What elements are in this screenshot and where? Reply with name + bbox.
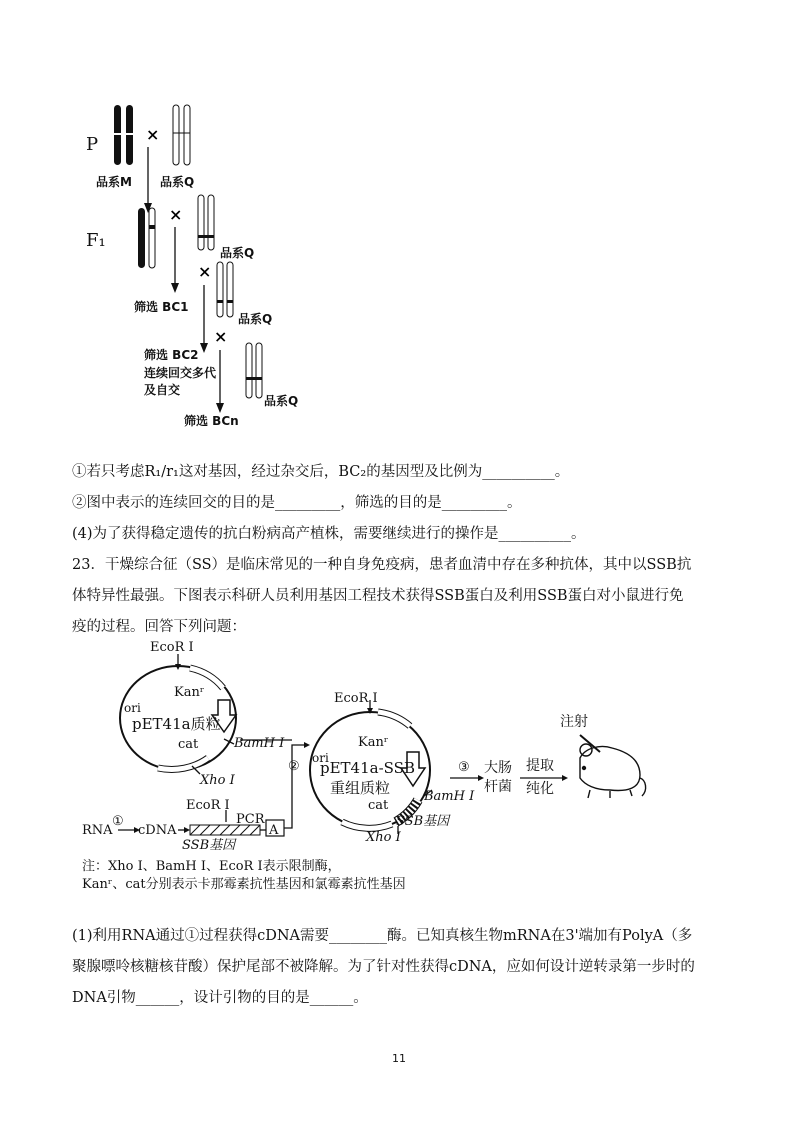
ecori-label-3: EcoR Ⅰ bbox=[334, 691, 378, 706]
plasmid2-line2: 重组质粒 bbox=[330, 779, 391, 797]
q23-line3: 疫的过程。回答下列问题： bbox=[72, 619, 246, 635]
plasmid1-label: pET41a质粒 bbox=[132, 715, 221, 733]
q23-1-line3: DNA引物______，设计引物的目的是______。 bbox=[72, 990, 368, 1006]
generation-p-label: P bbox=[86, 134, 99, 155]
diagram-note-1: 注：Xho Ⅰ、BamH Ⅰ、EcoR Ⅰ表示限制酶， bbox=[82, 859, 341, 874]
cross-sign: × bbox=[146, 125, 160, 144]
ssb-gene-label-1: SSB基因 bbox=[182, 838, 236, 853]
ori-label-2: ori bbox=[312, 751, 329, 765]
svg-text:×: × bbox=[198, 262, 212, 281]
bc2-note-1: 连续回交多代 bbox=[144, 366, 217, 380]
bcn-label: 筛选 BCn bbox=[184, 414, 239, 428]
page-number: 11 bbox=[392, 1052, 406, 1065]
backcross-diagram bbox=[80, 95, 420, 440]
q22-line3: (4)为了获得稳定遗传的抗白粉病高产植株，需要继续进行的操作是__________。 bbox=[72, 526, 586, 542]
q23-line2: 体特异性最强。下图表示科研人员利用基因工程技术获得SSB蛋白及利用SSB蛋白对小鼠进行免 bbox=[72, 588, 684, 604]
extract-label: 提取 bbox=[526, 758, 554, 774]
q23-1-line2: 聚腺嘌呤核糖核苷酸）保护尾部不被降解。为了针对性获得cDNA，应如何设计逆转录第一步时的 bbox=[72, 959, 695, 975]
rna-label: RNA bbox=[82, 823, 113, 838]
ori-label-1: ori bbox=[124, 701, 141, 715]
cat-label-2: cat bbox=[368, 798, 389, 813]
line-q-label: 品系Q bbox=[160, 175, 195, 189]
svg-text:×: × bbox=[214, 327, 228, 346]
bc1-label: 筛选 BC1 bbox=[134, 300, 189, 314]
xhoi-label-1: Xho Ⅰ bbox=[200, 773, 235, 788]
step2-label: ② bbox=[288, 759, 300, 774]
box-a-label: A bbox=[269, 823, 279, 838]
mouse-illustration bbox=[580, 735, 646, 798]
line-m-label: 品系M bbox=[96, 175, 132, 189]
bc2-label: 筛选 BC2 bbox=[144, 348, 199, 362]
bc2-note-2: 及自交 bbox=[144, 383, 181, 397]
purify-label: 纯化 bbox=[526, 781, 554, 797]
line-q-label-3: 品系Q bbox=[238, 312, 273, 326]
line-q-label-4: 品系Q bbox=[264, 394, 299, 408]
q23-line1: 23．干燥综合征（SS）是临床常见的一种自身免疫病，患者血清中存在多种抗体，其中以SSB抗 bbox=[72, 557, 692, 573]
ecoli-label-1: 大肠 bbox=[484, 760, 512, 776]
plasmid2-line1: pET41a-SSB bbox=[320, 759, 415, 777]
ecoli-label-2: 杆菌 bbox=[484, 779, 512, 795]
chromosome-pair-f1 bbox=[138, 208, 155, 268]
ecori-label-1: EcoR Ⅰ bbox=[150, 640, 194, 655]
step1-label: ① bbox=[112, 814, 124, 829]
kan-label-1: Kanʳ bbox=[174, 685, 205, 700]
bamhi-label-1: BamH Ⅰ bbox=[234, 736, 285, 751]
kan-label-2: Kanʳ bbox=[358, 735, 389, 750]
cat-label-1: cat bbox=[178, 737, 199, 752]
line-q-label-2: 品系Q bbox=[220, 246, 255, 260]
q22-line2: ②图中表示的连续回交的目的是_________，筛选的目的是_________。 bbox=[72, 495, 522, 511]
chromosome-pair-m bbox=[113, 105, 134, 165]
q22-line1: ①若只考虑R₁/r₁这对基因，经过杂交后，BC₂的基因型及比例为__________。 bbox=[72, 464, 570, 480]
q23-1-line1: (1)利用RNA通过①过程获得cDNA需要________酶。已知真核生物mRNA在3'端加有PolyA（多 bbox=[72, 928, 693, 944]
inject-label: 注射 bbox=[560, 714, 588, 730]
generation-f1-label: F₁ bbox=[86, 230, 106, 251]
diagram-note-2: Kanʳ、cat分别表示卡那霉素抗性基因和氯霉素抗性基因 bbox=[82, 877, 406, 892]
svg-text:×: × bbox=[169, 205, 183, 224]
chromosome-pair-q bbox=[173, 105, 190, 165]
ecori-label-2: EcoR Ⅰ bbox=[186, 798, 230, 813]
xhoi-label-2: Xho Ⅰ bbox=[366, 830, 401, 845]
cdna-label: cDNA bbox=[138, 823, 177, 838]
pcr-label: PCR bbox=[236, 812, 265, 827]
step3-label: ③ bbox=[458, 760, 470, 775]
bamhi-label-2: BamH Ⅰ bbox=[424, 789, 475, 804]
ssb-gene-label-2: SSB基因 bbox=[396, 814, 450, 829]
